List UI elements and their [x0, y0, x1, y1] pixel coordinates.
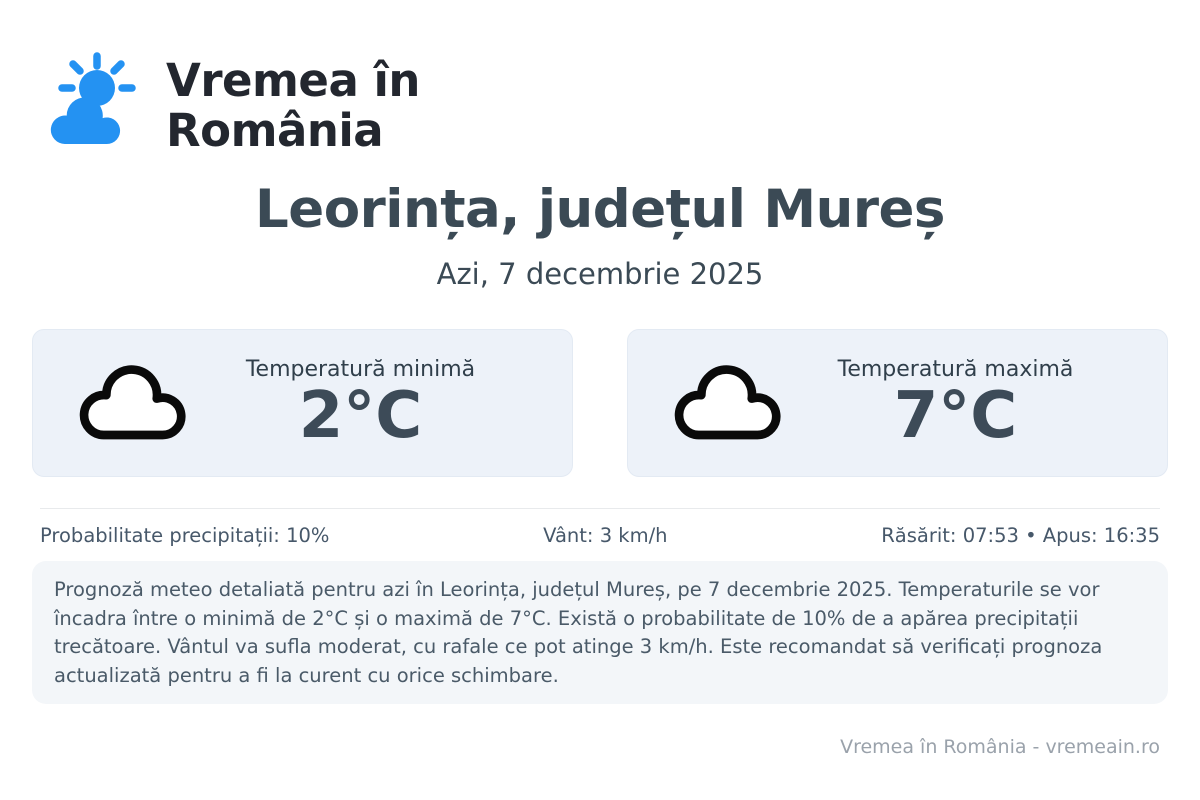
max-temperature-card [627, 329, 1168, 477]
footer-credit: Vremea în România - vremeain.ro [840, 736, 1160, 758]
forecast-summary-box [32, 561, 1168, 704]
precipitation-stat: Probabilitate precipitații: 10% [40, 524, 330, 547]
wind-stat: Vânt: 3 km/h [543, 524, 668, 547]
sun-cloud-logo-icon[interactable] [40, 52, 140, 147]
cloud-icon [75, 363, 191, 443]
brand-name [166, 52, 420, 155]
min-temperature-label: Temperatură minimă [245, 356, 476, 382]
forecast-summary-text: Prognoză meteo detaliată pentru azi în Leorința, județul Mureș, pe 7 decembrie 2025. Temperaturile se vor încadra între o minimă de 2°C și o maximă de 7°C. Există o probabilitate de 10% de a apărea precipitații trecătoare. Vântul va sufla moderat, cu rafale ce pot atinge 3 km/h. Este recomandat să verificați prognoza actualizată pentru a fi la curent cu orice schimbare. [54, 578, 1103, 687]
min-temperature-value: 2°C [298, 378, 423, 453]
page-title: Leorința, județul Mureș [255, 179, 945, 240]
max-temperature-label: Temperatură maximă [837, 356, 1074, 382]
brand-name-line2: România [166, 103, 384, 157]
sunrise-sunset-stat: Răsărit: 07:53 • Apus: 16:35 [881, 524, 1160, 547]
brand-header [0, 0, 1200, 155]
min-temperature-card [32, 329, 573, 477]
max-temperature-body [786, 356, 1125, 453]
max-temperature-value: 7°C [893, 378, 1018, 453]
temperature-cards [32, 329, 1168, 477]
stats-row [40, 509, 1160, 547]
cloud-icon [670, 363, 786, 443]
min-temperature-body [191, 356, 530, 453]
brand-name-line1: Vremea în [166, 54, 420, 107]
page-date: Azi, 7 decembrie 2025 [436, 257, 764, 291]
